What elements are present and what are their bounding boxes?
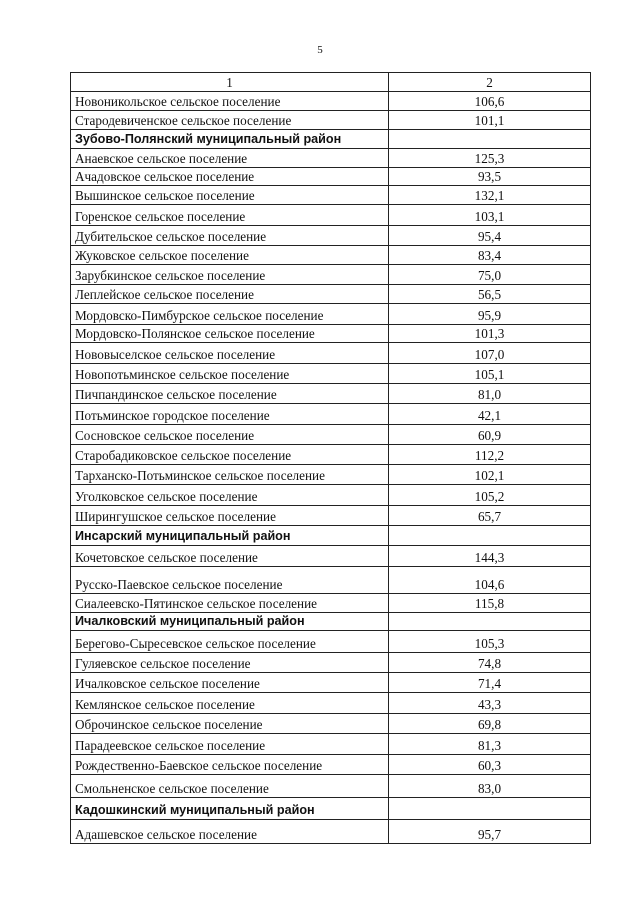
settlement-value: 95,9 xyxy=(389,304,591,325)
table-row xyxy=(71,653,591,673)
table-row xyxy=(71,755,591,775)
settlement-name: Смольненское сельское поселение xyxy=(71,775,389,798)
settlement-name: Потьминское городское поселение xyxy=(71,404,389,425)
settlement-value: 107,0 xyxy=(389,343,591,364)
settlement-name: Уголковское сельское поселение xyxy=(71,485,389,506)
district-name: Инсарский муниципальный район xyxy=(71,526,389,546)
table-row xyxy=(71,343,591,364)
settlement-value: 95,7 xyxy=(389,820,591,844)
table-row xyxy=(71,693,591,714)
district-header-row xyxy=(71,613,591,631)
table-row xyxy=(71,820,591,844)
settlement-name: Сосновское сельское поселение xyxy=(71,425,389,445)
settlement-value: 42,1 xyxy=(389,404,591,425)
settlement-name: Дубительское сельское поселение xyxy=(71,226,389,246)
settlement-value: 83,0 xyxy=(389,775,591,798)
settlement-name: Старобадиковское сельское поселение xyxy=(71,445,389,465)
table-row xyxy=(71,384,591,404)
settlement-value: 83,4 xyxy=(389,246,591,265)
settlement-name: Новоникольское сельское поселение xyxy=(71,92,389,111)
settlement-value: 105,3 xyxy=(389,631,591,653)
settlement-value: 60,3 xyxy=(389,755,591,775)
table-row xyxy=(71,404,591,425)
settlement-name: Ичалковское сельское поселение xyxy=(71,673,389,693)
settlement-value: 65,7 xyxy=(389,506,591,526)
table-row xyxy=(71,445,591,465)
settlement-name: Стародевиченское сельское поселение xyxy=(71,111,389,130)
table-row xyxy=(71,168,591,186)
settlement-value: 43,3 xyxy=(389,693,591,714)
settlement-value: 112,2 xyxy=(389,445,591,465)
settlement-value: 132,1 xyxy=(389,186,591,205)
table-row xyxy=(71,567,591,594)
district-header-row xyxy=(71,526,591,546)
district-name: Зубово-Полянский муниципальный район xyxy=(71,130,389,149)
table-row xyxy=(71,226,591,246)
table-row xyxy=(71,186,591,205)
settlement-name: Адашевское сельское поселение xyxy=(71,820,389,844)
settlements-table xyxy=(70,72,591,844)
settlement-name: Мордовско-Пимбурское сельское поселение xyxy=(71,304,389,325)
settlement-name: Новопотьминское сельское поселение xyxy=(71,364,389,384)
settlement-name: Гуляевское сельское поселение xyxy=(71,653,389,673)
district-header-row xyxy=(71,130,591,149)
table-row xyxy=(71,149,591,168)
settlement-name: Сиалеевско-Пятинское сельское поселение xyxy=(71,594,389,613)
settlement-value: 81,3 xyxy=(389,734,591,755)
table-row xyxy=(71,265,591,285)
settlement-name: Парадеевское сельское поселение xyxy=(71,734,389,755)
table-header-row xyxy=(71,73,591,92)
table-row xyxy=(71,111,591,130)
settlement-name: Леплейское сельское поселение xyxy=(71,285,389,304)
settlement-value: 71,4 xyxy=(389,673,591,693)
settlement-value: 106,6 xyxy=(389,92,591,111)
settlement-value: 105,2 xyxy=(389,485,591,506)
settlement-value xyxy=(389,526,591,546)
settlement-value: 56,5 xyxy=(389,285,591,304)
table-row xyxy=(71,325,591,343)
column-header-2: 2 xyxy=(389,73,591,92)
table-row xyxy=(71,714,591,734)
table-row xyxy=(71,425,591,445)
district-name: Кадошкинский муниципальный район xyxy=(71,798,389,820)
page-number: 5 xyxy=(317,44,323,56)
settlement-name: Пичпандинское сельское поселение xyxy=(71,384,389,404)
table-row xyxy=(71,506,591,526)
settlement-name: Ширингушское сельское поселение xyxy=(71,506,389,526)
table-row xyxy=(71,304,591,325)
table-row xyxy=(71,594,591,613)
settlement-value: 104,6 xyxy=(389,567,591,594)
table-row xyxy=(71,775,591,798)
settlement-name: Нововыселское сельское поселение xyxy=(71,343,389,364)
settlement-name: Русско-Паевское сельское поселение xyxy=(71,567,389,594)
settlement-value: 101,3 xyxy=(389,325,591,343)
settlement-name: Ачадовское сельское поселение xyxy=(71,168,389,186)
settlement-value: 60,9 xyxy=(389,425,591,445)
table-row xyxy=(71,546,591,567)
settlement-value xyxy=(389,798,591,820)
settlement-name: Оброчинское сельское поселение xyxy=(71,714,389,734)
settlement-value: 105,1 xyxy=(389,364,591,384)
table-row xyxy=(71,734,591,755)
settlement-name: Горенское сельское поселение xyxy=(71,205,389,226)
district-header-row xyxy=(71,798,591,820)
settlement-value: 81,0 xyxy=(389,384,591,404)
table-row xyxy=(71,205,591,226)
settlement-name: Рождественно-Баевское сельское поселение xyxy=(71,755,389,775)
settlement-value: 102,1 xyxy=(389,465,591,485)
table-row xyxy=(71,364,591,384)
settlement-value: 69,8 xyxy=(389,714,591,734)
table-row xyxy=(71,485,591,506)
table-row xyxy=(71,673,591,693)
table-row xyxy=(71,246,591,265)
settlement-value: 125,3 xyxy=(389,149,591,168)
settlement-value: 75,0 xyxy=(389,265,591,285)
settlement-name: Жуковское сельское поселение xyxy=(71,246,389,265)
column-header-1: 1 xyxy=(71,73,389,92)
table-row xyxy=(71,465,591,485)
settlement-value xyxy=(389,130,591,149)
settlement-value: 74,8 xyxy=(389,653,591,673)
settlement-value: 93,5 xyxy=(389,168,591,186)
settlement-value: 103,1 xyxy=(389,205,591,226)
table-body xyxy=(71,92,591,844)
settlement-name: Мордовско-Полянское сельское поселение xyxy=(71,325,389,343)
settlement-value: 101,1 xyxy=(389,111,591,130)
settlement-name: Кемлянское сельское поселение xyxy=(71,693,389,714)
settlement-name: Анаевское сельское поселение xyxy=(71,149,389,168)
settlement-value xyxy=(389,613,591,631)
settlement-name: Вышинское сельское поселение xyxy=(71,186,389,205)
table-row xyxy=(71,631,591,653)
settlement-value: 144,3 xyxy=(389,546,591,567)
table-row xyxy=(71,285,591,304)
settlement-name: Кочетовское сельское поселение xyxy=(71,546,389,567)
district-name: Ичалковский муниципальный район xyxy=(71,613,389,631)
settlement-name: Берегово-Сыресевское сельское поселение xyxy=(71,631,389,653)
settlement-name: Тарханско-Потьминское сельское поселение xyxy=(71,465,389,485)
settlement-value: 95,4 xyxy=(389,226,591,246)
settlement-value: 115,8 xyxy=(389,594,591,613)
table-row xyxy=(71,92,591,111)
settlement-name: Зарубкинское сельское поселение xyxy=(71,265,389,285)
